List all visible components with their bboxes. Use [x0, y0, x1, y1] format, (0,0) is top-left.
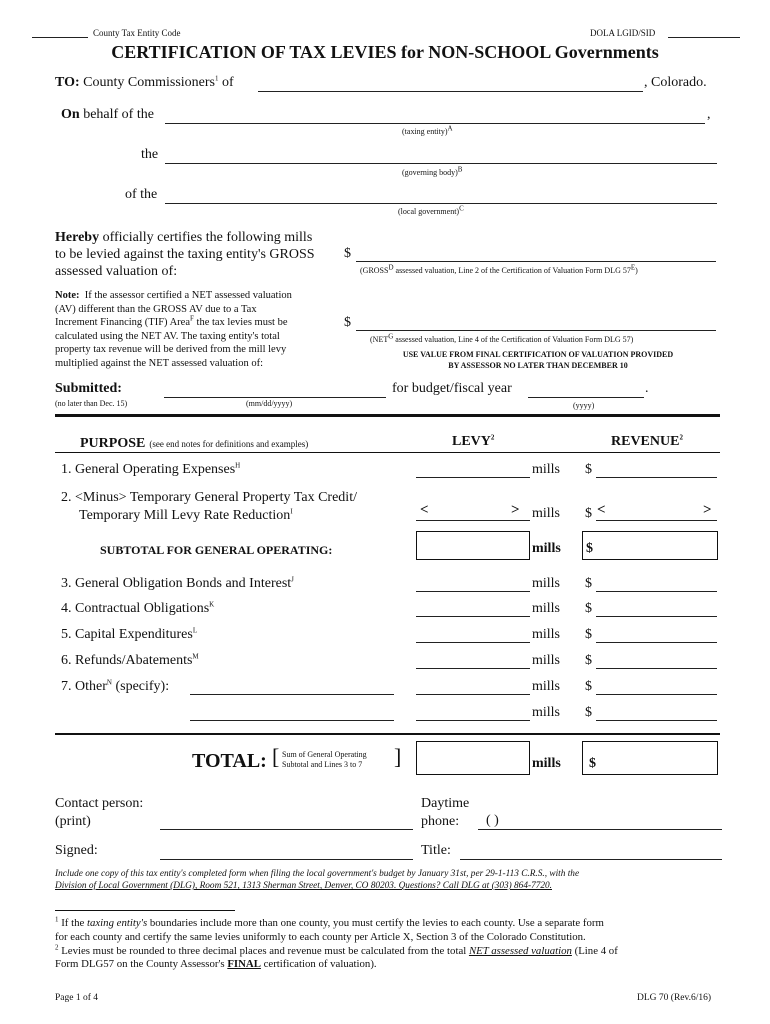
signed-label: Signed:	[55, 843, 98, 858]
date-caption: (mm/dd/yyyy)	[246, 399, 293, 408]
row-7-levy-field[interactable]	[416, 680, 530, 695]
subtotal-label: SUBTOTAL FOR GENERAL OPERATING:	[100, 543, 333, 557]
budget-year-label: for budget/fiscal year	[392, 381, 512, 396]
subtotal-revenue-box[interactable]	[582, 531, 718, 560]
submitted-sub: (no later than Dec. 15)	[55, 399, 128, 408]
total-note: Sum of General Operating Subtotal and Lines 3 to 7	[282, 750, 367, 769]
total-mills: mills	[532, 756, 561, 771]
entity-code-field[interactable]	[32, 37, 88, 38]
total-bracket-close: ]	[394, 744, 402, 769]
row-6-label: 6. Refunds/Abatements$^M$	[61, 652, 199, 668]
title-field[interactable]	[460, 859, 722, 860]
levy-header: LEVY$^2$	[452, 433, 495, 449]
county-field[interactable]	[258, 91, 643, 92]
row-8-revenue-field[interactable]	[596, 706, 717, 721]
note-text: Note: If the assessor certified a NET assessed valuation (AV) different than the GROSS AV due to a Tax Increment Financing (TIF) Area$^F$ the tax levies must be calculated using the NET AV. The taxing entity's total property tax revenue will be derived from the mill levy multiplied against the NET assessed valuation of:	[55, 290, 292, 369]
phone-field[interactable]	[478, 829, 722, 830]
governing-caption: (governing body)$^B$	[402, 165, 463, 177]
row-8-mills: mills	[532, 705, 561, 720]
lgid-label: DOLA LGID/SID	[590, 28, 656, 38]
gross-dollar: $	[344, 246, 351, 261]
daytime-phone-label: Daytime phone:	[421, 796, 470, 829]
row-2-label: 2. <Minus> Temporary General Property Tax Credit/ Temporary Mill Levy Rate Reduction$^I$	[61, 490, 357, 523]
form-number: DLG 70 (Rev.6/16)	[637, 993, 712, 1003]
total-levy-box[interactable]	[416, 741, 530, 775]
row-1-label: 1. General Operating Expenses$^H$	[61, 461, 241, 477]
behalf-comma: ,	[707, 107, 711, 122]
to-line	[55, 75, 234, 91]
contact-person-label: Contact person: (print)	[55, 796, 144, 829]
taxing-entity-caption: (taxing entity)$^A$	[402, 124, 453, 136]
filing-instructions: Include one copy of this tax entity's completed form when filing the local government's budget by January 31st, per 29-1-113 C.R.S., with the Division of Local Government (DLG), Room 521, 1313 Sherman Street, Denver, CO 80203. Questions? Call DLG at (303) 864-7720.	[55, 869, 580, 891]
subtotal-dollar: $	[586, 541, 593, 556]
to-lead: TO:	[55, 75, 80, 90]
behalf-lead: On	[61, 107, 80, 122]
row-4-label: 4. Contractual Obligations$^K$	[61, 600, 215, 616]
footnote-rule	[55, 910, 235, 911]
row-7-label: 7. Other$^N$ (specify):	[61, 678, 170, 694]
phone-parens: ( )	[486, 813, 499, 828]
use-value-note: USE VALUE FROM FINAL CERTIFICATION OF VALUATION PROVIDED BY ASSESSOR NO LATER THAN DECEMBER 10	[402, 350, 674, 370]
purpose-header: PURPOSE (see end notes for definitions and examples)	[80, 436, 309, 451]
net-caption: ($NET^G$ assessed valuation, Line 4 of the Certification of Valuation Form DLG 57)	[370, 332, 634, 344]
to-text: County Commissioners	[83, 75, 215, 90]
colorado-text: , Colorado.	[644, 75, 707, 90]
submitted-date-field[interactable]	[164, 397, 386, 398]
row-1-dollar: $	[585, 462, 592, 477]
subtotal-levy-box[interactable]	[416, 531, 530, 560]
footnotes: $^1$ If the taxing entity's boundaries include more than one county, you must certify the levies to each county. Use a separate form for each county and certify the same levies uniformly to each county per Article X, Section 3 of the Colorado Constitution. $^2$ Levies must be rounded to three decimal places and revenue must be calculated from the total NET assessed valuation (Line 4 of Form DLG57 on the County Assessor's FINAL certification of valuation).	[55, 915, 618, 971]
row-3-label: 3. General Obligation Bonds and Interest$^J$	[61, 575, 294, 591]
row-3-mills: mills	[532, 576, 561, 591]
other-specify-field-1[interactable]	[190, 680, 394, 695]
row-8-dollar: $	[585, 705, 592, 720]
row-4-levy-field[interactable]	[416, 602, 530, 617]
row-5-label: 5. Capital Expenditures$^L$	[61, 626, 198, 642]
row-6-dollar: $	[585, 653, 592, 668]
row-6-mills: mills	[532, 653, 561, 668]
row-2-rev-lt: <	[597, 502, 606, 518]
taxing-entity-field[interactable]	[165, 123, 705, 124]
lgid-field[interactable]	[668, 37, 740, 38]
governing-label: the	[141, 147, 159, 162]
hereby-text: Hereby officially certifies the following mills to be levied against the taxing entity's GROSS assessed valuation of:	[55, 230, 315, 279]
row-7-revenue-field[interactable]	[596, 680, 717, 695]
to-of: of	[222, 75, 234, 90]
total-dollar: $	[589, 756, 596, 771]
gross-caption: ($GROSS^D$ assessed valuation, Line 2 of the Certification of Valuation Form DLG $57^E$)	[360, 263, 638, 275]
net-av-field[interactable]	[356, 330, 716, 331]
row-4-mills: mills	[532, 601, 561, 616]
row-5-revenue-field[interactable]	[596, 628, 717, 643]
fiscal-year-field[interactable]	[528, 397, 644, 398]
row-7-mills: mills	[532, 679, 561, 694]
row-3-levy-field[interactable]	[416, 577, 530, 592]
row-2-revenue-field[interactable]	[596, 506, 717, 521]
row-7-dollar: $	[585, 679, 592, 694]
behalf-line	[61, 107, 154, 123]
behalf-text: behalf of the	[83, 107, 154, 122]
section-divider	[55, 414, 720, 417]
row-4-dollar: $	[585, 601, 592, 616]
net-dollar: $	[344, 315, 351, 330]
row-1-revenue-field[interactable]	[596, 463, 717, 478]
row-5-dollar: $	[585, 627, 592, 642]
year-caption: (yyyy)	[573, 401, 595, 410]
to-sup: 1	[215, 74, 219, 83]
entity-code-label: County Tax Entity Code	[93, 28, 181, 38]
contact-person-field[interactable]	[160, 829, 413, 830]
table-header-rule	[55, 452, 720, 453]
row-1-mills: mills	[532, 462, 561, 477]
total-bracket-open: [	[272, 744, 280, 769]
other-specify-field-2[interactable]	[190, 706, 394, 721]
row-2-rev-gt: >	[703, 502, 712, 518]
row-1-levy-field[interactable]	[416, 463, 530, 478]
submitted-label: Submitted:	[55, 381, 122, 396]
governing-body-field[interactable]	[165, 163, 717, 164]
row-2-levy-lt: <	[420, 502, 429, 518]
total-revenue-box[interactable]	[582, 741, 718, 775]
row-5-levy-field[interactable]	[416, 628, 530, 643]
row-8-levy-field[interactable]	[416, 706, 530, 721]
page-number: Page 1 of 4	[55, 993, 99, 1003]
budget-period: .	[645, 381, 649, 396]
row-2-dollar: $	[585, 506, 592, 521]
localgov-label: of the	[125, 187, 158, 202]
table-bottom-rule	[55, 733, 720, 735]
signature-field[interactable]	[160, 859, 413, 860]
row-2-levy-gt: >	[511, 502, 520, 518]
localgov-caption: (local government)$^C$	[398, 204, 464, 216]
row-3-revenue-field[interactable]	[596, 577, 717, 592]
form-title: CERTIFICATION OF TAX LEVIES for NON-SCHOOL Governments	[111, 42, 659, 62]
gross-av-field[interactable]	[356, 261, 716, 262]
subtotal-mills: mills	[532, 541, 561, 556]
row-6-revenue-field[interactable]	[596, 654, 717, 669]
row-5-mills: mills	[532, 627, 561, 642]
row-4-revenue-field[interactable]	[596, 602, 717, 617]
local-government-field[interactable]	[165, 203, 717, 204]
row-3-dollar: $	[585, 576, 592, 591]
total-label: TOTAL:	[192, 750, 267, 772]
title-label: Title:	[421, 843, 451, 858]
row-6-levy-field[interactable]	[416, 654, 530, 669]
revenue-header: REVENUE$^2$	[611, 433, 683, 449]
row-2-mills: mills	[532, 506, 561, 521]
